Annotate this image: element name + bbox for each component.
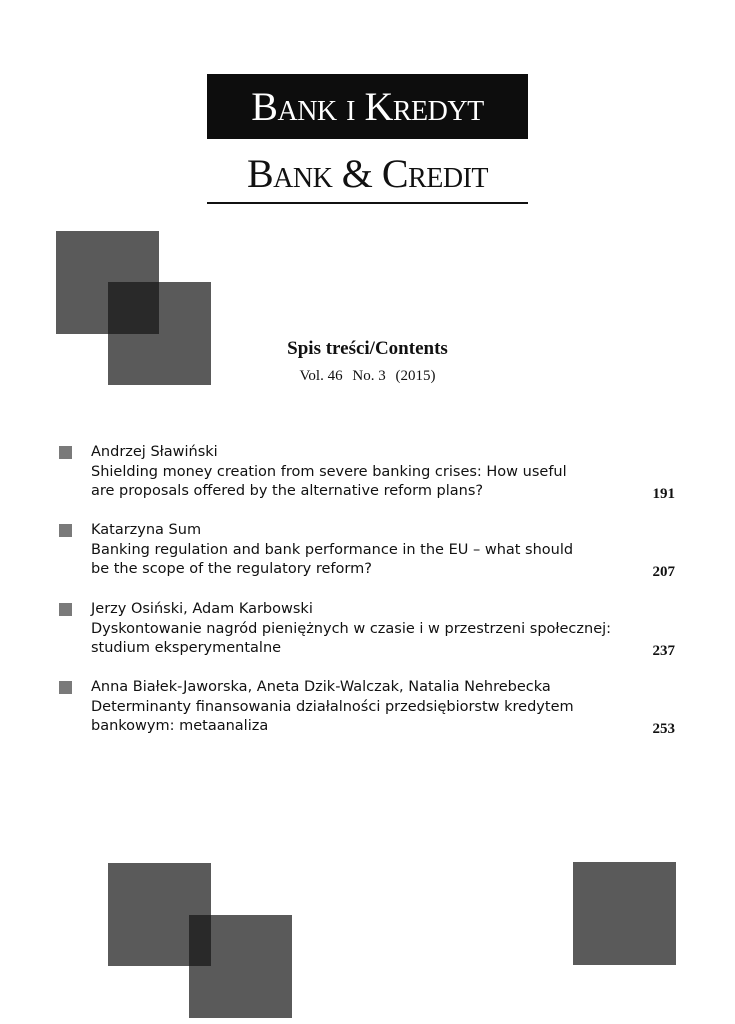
toc-entry-title-line: Determinanty finansowania działalności przedsiębiorstw kredytem <box>91 698 574 715</box>
toc-entry[interactable] <box>59 521 675 581</box>
masthead-rule <box>207 202 528 204</box>
bullet-square <box>59 681 72 694</box>
journal-title-pl: Bank i Kredyt <box>207 74 528 139</box>
contents-heading <box>0 338 735 360</box>
toc-entry-title-line: bankowym: metaanaliza <box>91 718 269 734</box>
contents-heading-text: Spis treści/Contents <box>287 338 448 359</box>
issue-number: No. 3 <box>352 368 386 384</box>
toc-entry[interactable] <box>59 678 675 738</box>
toc-entry-text <box>91 443 631 502</box>
toc-entry-authors: Jerzy Osiński, Adam Karbowski <box>91 601 313 617</box>
journal-title-en: Bank & Credit <box>246 150 489 196</box>
decorative-square <box>573 862 676 965</box>
toc-entry-authors: Anna Białek-Jaworska, Aneta Dzik-Walczak, Natalia Nehrebecka <box>91 679 551 695</box>
decorative-square <box>189 915 292 1018</box>
toc-entry-authors: Katarzyna Sum <box>91 522 202 538</box>
toc-entry-title-line: are proposals offered by the alternative reform plans? <box>91 483 484 499</box>
issue-volume: Vol. 46 <box>299 368 343 384</box>
toc-entry-page: 237 <box>652 643 675 659</box>
toc-entry-authors: Andrzej Sławiński <box>91 444 218 460</box>
toc-entry-page: 253 <box>652 721 675 737</box>
toc-entry-title-line: be the scope of the regulatory reform? <box>91 561 372 577</box>
toc-entry[interactable] <box>59 443 675 503</box>
toc-entry-text <box>91 600 631 659</box>
toc-entry-page: 191 <box>652 486 675 502</box>
toc-entry-text <box>91 678 631 737</box>
toc-entry[interactable] <box>59 600 675 660</box>
issue-year: (2015) <box>395 368 436 384</box>
toc-entry-text <box>91 521 631 580</box>
issue-info <box>0 368 735 385</box>
toc-entry-page: 207 <box>652 564 675 580</box>
bullet-square <box>59 603 72 616</box>
bullet-square <box>59 524 72 537</box>
toc-entry-title-line: Dyskontowanie nagród pieniężnych w czasie i w przestrzeni społecznej: <box>91 620 612 637</box>
toc-entry-title-line: Banking regulation and bank performance in the EU – what should <box>91 541 574 558</box>
toc-entry-title-line: Shielding money creation from severe banking crises: How useful <box>91 463 567 480</box>
bullet-square <box>59 446 72 459</box>
toc-entry-title-line: studium eksperymentalne <box>91 640 282 656</box>
